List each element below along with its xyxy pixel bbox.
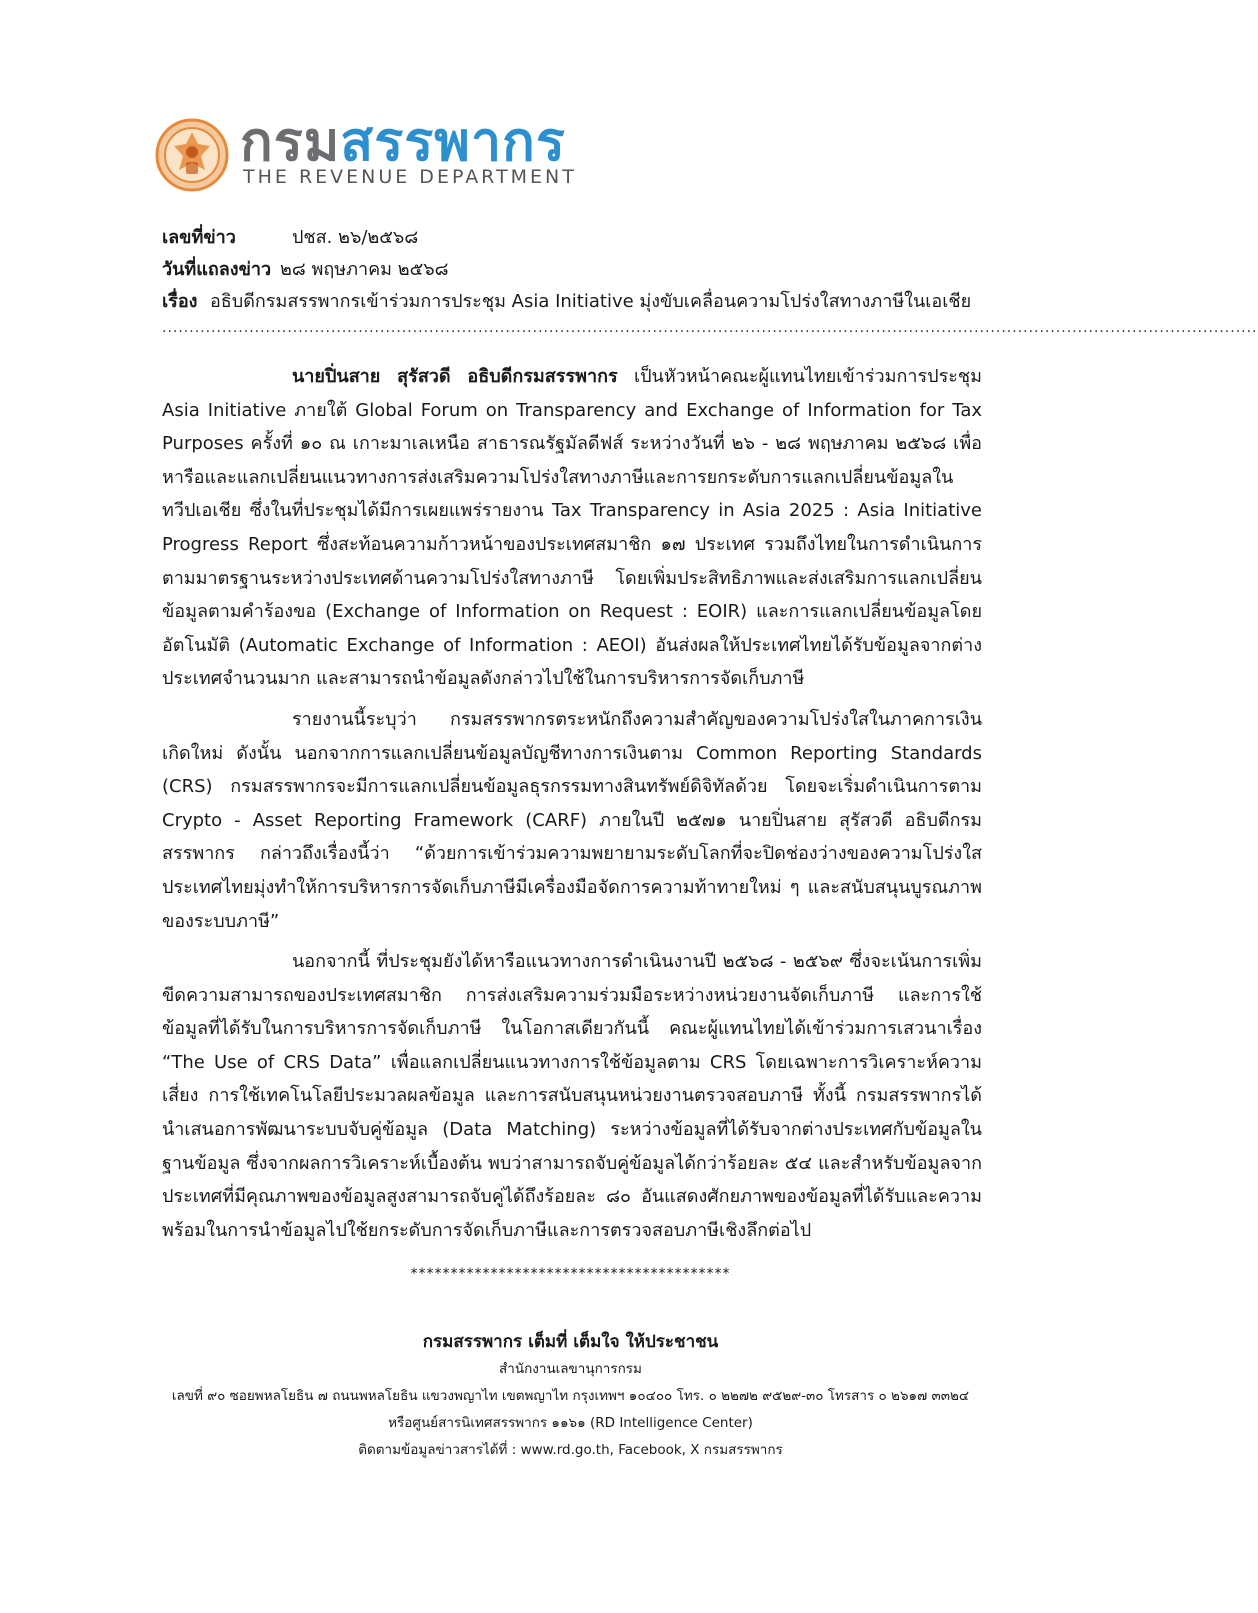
subject-label: เรื่อง — [162, 291, 198, 312]
footer-address: เลขที่ ๙๐ ซอยพหลโยธิน ๗ ถนนพหลโยธิน แขวงพญาไท เขตพญาไท กรุงเทพฯ ๑๐๔๐๐ โทร. ๐ ๒๒๗๒ ๙๕๒๙-๓๐ โทรสาร ๐ ๒๖๑๗ ๓๓๒๔ — [171, 1388, 970, 1404]
footer — [0, 1328, 1141, 1464]
paragraph-3: นอกจากนี้ ที่ประชุมยังได้หารือแนวทางการดำเนินงานปี ๒๕๖๘ - ๒๕๖๙ ซึ่งจะเน้นการเพิ่มขีดความสามารถของประเทศสมาชิก การส่งเสริมความร่วมมือระหว่างหน่วยงานจัดเก็บภาษี และการใช้ข้อมูลที่ได้รับในการบริหารการจัดเก็บภาษี ในโอกาสเดียวกันนี้ คณะผู้แทนไทยได้เข้าร่วมการเสวนาเรื่อง “The Use of CRS Data” เพื่อแลกเปลี่ยนแนวทางการใช้ข้อมูลตาม CRS โดยเฉพาะการวิเคราะห์ความเสี่ยง การใช้เทคโนโลยีประมวลผลข้อมูล และการสนับสนุนหน่วยงานตรวจสอบภาษี ทั้งนี้ กรมสรรพากรได้นำเสนอการพัฒนาระบบจับคู่ข้อมูล (Data Matching) ระหว่างข้อมูลที่ได้รับจากต่างประเทศกับข้อมูลในฐานข้อมูล ซึ่งจากผลการวิเคราะห์เบื้องต้น พบว่าสามารถจับคู่ข้อมูลได้กว่าร้อยละ ๕๔ และสำหรับข้อมูลจากประเทศที่มีคุณภาพของข้อมูลสูงสามารถจับคู่ได้ถึงร้อยละ ๘๐ อันแสดงศักยภาพของข้อมูลที่ได้รับและความพร้อมในการนำข้อมูลไปใช้ยกระดับการจัดเก็บภาษีและการตรวจสอบภาษีเชิงลึกต่อไป — [162, 951, 982, 1241]
paragraph-1-lead: นายปิ่นสาย สุรัสวดี อธิบดีกรมสรรพากร — [292, 366, 618, 387]
subject-value: อธิบดีกรมสรรพากรเข้าร่วมการประชุม Asia Initiative มุ่งขับเคลื่อนความโปร่งใสทางภาษีในเอเชีย — [210, 291, 972, 312]
dotted-separator: ......................................................................................................................................................................................................... — [162, 320, 1258, 336]
revenue-department-logo — [155, 110, 715, 198]
logo-wordmark-thai: กรมสรรพากร — [240, 110, 566, 173]
paragraph-1 — [162, 360, 982, 696]
release-date-label: วันที่แถลงข่าว — [162, 259, 272, 280]
revenue-department-seal-icon — [155, 118, 229, 192]
subject-row — [162, 286, 992, 318]
footer-office: สำนักงานเลขานุการกรม — [499, 1361, 642, 1377]
news-number-label: เลขที่ข่าว — [162, 227, 236, 248]
logo-wordmark-english: THE REVENUE DEPARTMENT — [243, 166, 577, 188]
footer-follow: ติดตามข้อมูลข่าวสารได้ที่ : www.rd.go.th, Facebook, X กรมสรรพากร — [358, 1442, 783, 1458]
release-date-row — [162, 254, 992, 286]
paragraph-1-text: เป็นหัวหน้าคณะผู้แทนไทยเข้าร่วมการประชุม Asia Initiative ภายใต้ Global Forum on Transparency and Exchange of Information for Tax Purposes ครั้งที่ ๑๐ ณ เกาะมาเลเหนือ สาธารณรัฐมัลดีฟส์ ระหว่างวันที่ ๒๖ - ๒๘ พฤษภาคม ๒๕๖๘ เพื่อหารือและแลกเปลี่ยนแนวทางการส่งเสริมความโปร่งใสทางภาษีและการยกระดับการแลกเปลี่ยนข้อมูลในทวีปเอเชีย ซึ่งในที่ประชุมได้มีการเผยแพร่รายงาน Tax Transparency in Asia 2025 : Asia Initiative Progress Report ซึ่งสะท้อนความก้าวหน้าของประเทศสมาชิก ๑๗ ประเทศ รวมถึงไทยในการดำเนินการตามมาตรฐานระหว่างประเทศด้านความโปร่งใสทางภาษี โดยเพิ่มประสิทธิภาพและส่งเสริมการแลกเปลี่ยนข้อมูลตามคำร้องขอ (Exchange of Information on Request : EOIR) และการแลกเปลี่ยนข้อมูลโดยอัตโนมัติ (Automatic Exchange of Information : AEOI) อันส่งผลให้ประเทศไทยได้รับข้อมูลจากต่างประเทศจำนวนมาก และสามารถนำข้อมูลดังกล่าวไปใช้ในการบริหารการจัดเก็บภาษี — [162, 366, 982, 690]
release-date-value: ๒๘ พฤษภาคม ๒๕๖๘ — [280, 259, 449, 280]
paragraph-2: รายงานนี้ระบุว่า กรมสรรพากรตระหนักถึงความสำคัญของความโปร่งใสในภาคการเงินเกิดใหม่ ดังนั้น นอกจากการแลกเปลี่ยนข้อมูลบัญชีทางการเงินตาม Common Reporting Standards (CRS) กรมสรรพากรจะมีการแลกเปลี่ยนข้อมูลธุรกรรมทางสินทรัพย์ดิจิทัลด้วย โดยจะเริ่มดำเนินการตาม Crypto - Asset Reporting Framework (CARF) ภายในปี ๒๕๗๑ นายปิ่นสาย สุรัสวดี อธิบดีกรมสรรพากร กล่าวถึงเรื่องนี้ว่า “ด้วยการเข้าร่วมความพยายามระดับโลกที่จะปิดช่องว่างของความโปร่งใส ประเทศไทยมุ่งทำให้การบริหารการจัดเก็บภาษีมีเครื่องมือจัดการความท้าทายใหม่ ๆ และสนับสนุนบูรณภาพของระบบภาษี” — [162, 708, 982, 932]
press-release-body — [162, 360, 982, 1254]
end-marker: **************************************** — [410, 1266, 731, 1282]
news-number-row — [162, 222, 992, 254]
news-number-value: ปชส. ๒๖/๒๕๖๘ — [292, 227, 419, 248]
news-metadata — [162, 222, 992, 318]
footer-call-center: หรือศูนย์สารนิเทศสรรพากร ๑๑๖๑ (RD Intelligence Center) — [388, 1415, 753, 1431]
footer-slogan: กรมสรรพากร เต็มที่ เต็มใจ ให้ประชาชน — [422, 1332, 719, 1352]
